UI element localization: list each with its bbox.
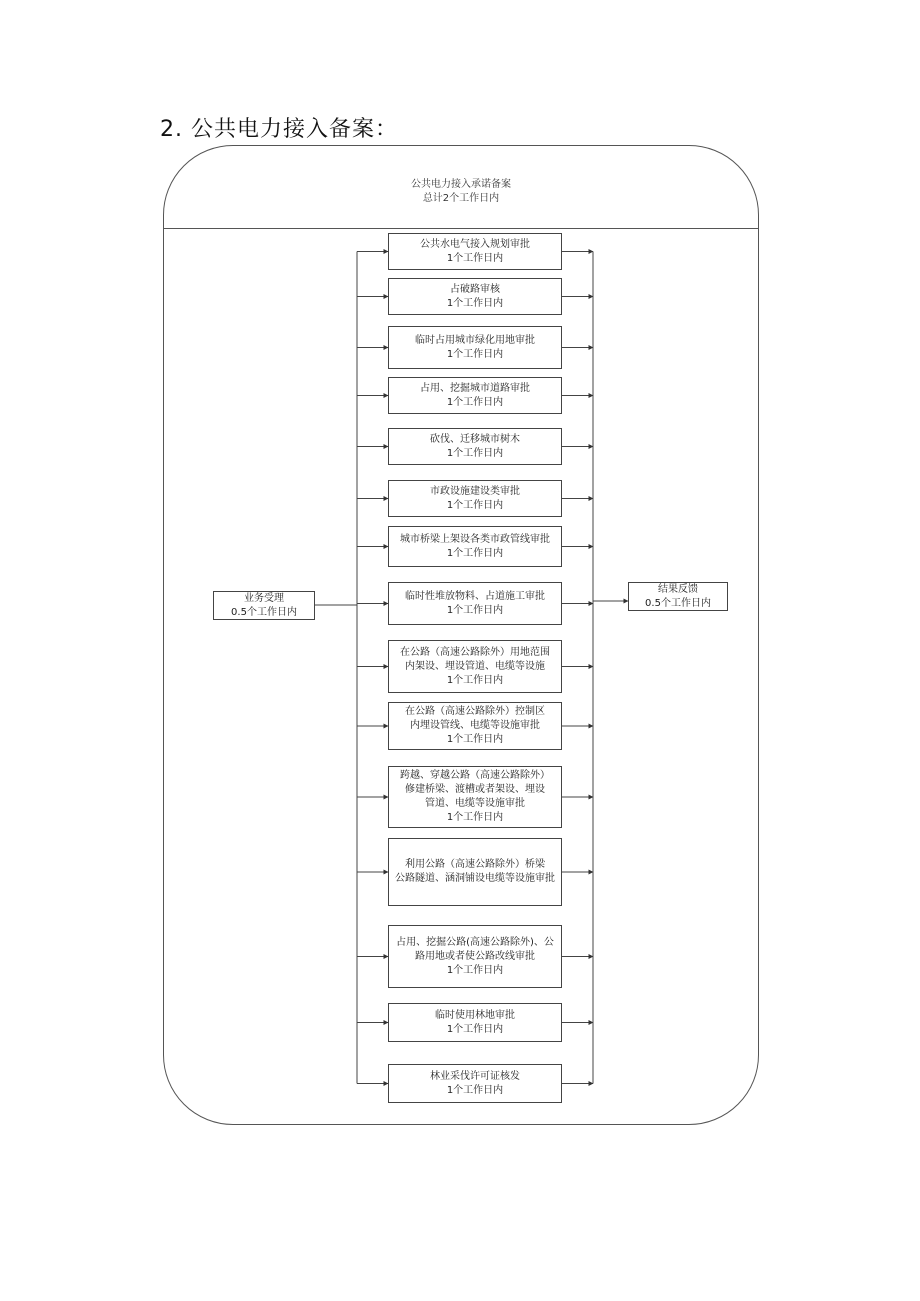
step-text-line: 林业采伐许可证核发: [430, 1070, 520, 1082]
step-text-line: 内架设、埋设管道、电缆等设施: [405, 660, 545, 672]
end-node: [628, 582, 728, 611]
step-box: [388, 702, 562, 750]
frame-subtitle: 总计2个工作日内: [422, 193, 500, 204]
step-text-line: 1个工作日内: [446, 674, 504, 686]
end-node-time: 0.5个工作日内: [645, 597, 711, 609]
step-box: [388, 582, 562, 625]
step-text-line: 城市桥梁上架设各类市政管线审批: [400, 533, 550, 545]
step-text-line: 1个工作日内: [446, 1023, 504, 1035]
step-text-line: 管道、电缆等设施审批: [425, 798, 525, 809]
step-text-line: 路用地或者使公路改线审批: [415, 950, 535, 962]
step-text-line: 1个工作日内: [446, 812, 504, 823]
frame-title: 公共电力接入承诺备案: [411, 179, 511, 190]
step-box: [388, 233, 562, 270]
start-node-time: 0.5个工作日内: [231, 606, 297, 618]
step-box: [388, 925, 562, 988]
step-text-line: 利用公路（高速公路除外）桥梁: [405, 859, 545, 870]
start-node-name: 业务受理: [244, 592, 284, 604]
step-text-line: 在公路（高速公路除外）用地范围: [400, 646, 550, 658]
step-text-line: 占用、挖掘城市道路审批: [420, 382, 530, 394]
step-text-line: 临时使用林地审批: [435, 1009, 515, 1021]
step-text-line: 占破路审核: [450, 283, 500, 295]
step-box: [388, 640, 562, 693]
step-text-line: 1个工作日内: [446, 1084, 504, 1096]
step-text-line: 在公路（高速公路除外）控制区: [405, 706, 545, 717]
step-text-line: 内埋设管线、电缆等设施审批: [410, 720, 540, 731]
step-text-line: 1个工作日内: [446, 297, 504, 309]
step-text-line: 砍伐、迁移城市树木: [430, 433, 520, 445]
step-text-line: 1个工作日内: [446, 964, 504, 976]
step-box: [388, 838, 562, 906]
step-text-line: 占用、挖掘公路(高速公路除外)、公: [396, 936, 554, 948]
step-text-line: 1个工作日内: [446, 447, 504, 459]
step-box: [388, 1064, 562, 1103]
step-text-line: 1个工作日内: [446, 252, 504, 264]
section-heading: 2. 公共电力接入备案：: [160, 117, 398, 142]
step-text-line: 1个工作日内: [446, 348, 504, 360]
end-node-name: 结果反馈: [658, 583, 698, 595]
step-text-line: 1个工作日内: [446, 396, 504, 408]
step-text-line: 1个工作日内: [446, 734, 504, 745]
step-box: [388, 766, 562, 828]
step-box: [388, 377, 562, 414]
step-text-line: 市政设施建设类审批: [430, 485, 520, 497]
step-box: [388, 1003, 562, 1042]
step-text-line: 跨越、穿越公路（高速公路除外）: [400, 770, 550, 781]
step-box: [388, 326, 562, 369]
step-text-line: 临时性堆放物料、占道施工审批: [405, 590, 545, 602]
step-box: [388, 428, 562, 465]
step-text-line: 公路隧道、涵洞铺设电缆等设施审批: [395, 873, 555, 884]
start-node: [213, 591, 315, 620]
step-text-line: 1个工作日内: [446, 547, 504, 559]
step-text-line: 1个工作日内: [446, 499, 504, 511]
step-box: [388, 278, 562, 315]
step-text-line: 公共水电气接入规划审批: [420, 238, 530, 250]
step-text-line: 1个工作日内: [446, 604, 504, 616]
step-text-line: 修建桥梁、渡槽或者架设、埋设: [405, 784, 545, 795]
step-text-line: 临时占用城市绿化用地审批: [415, 334, 535, 346]
step-box: [388, 526, 562, 567]
step-box: [388, 480, 562, 517]
